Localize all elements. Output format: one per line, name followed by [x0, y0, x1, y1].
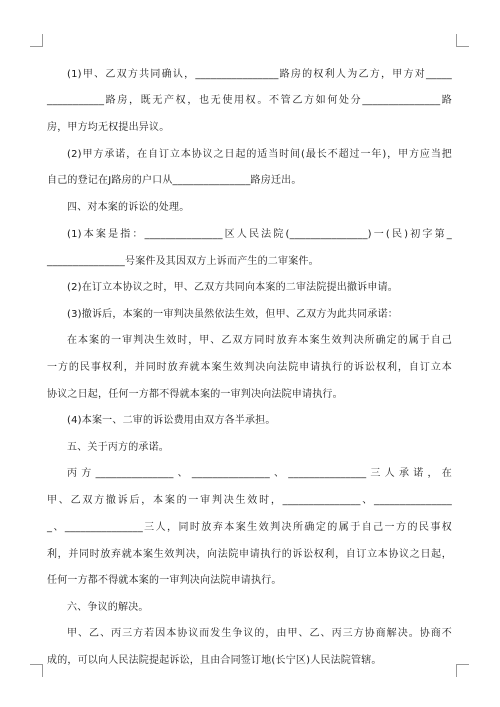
party-c-line-1: 丙方_______________、_______________、_______________三人承诺，在	[67, 468, 452, 479]
crop-mark-bottom-right	[456, 664, 469, 677]
party-c-line-4: 利，并同时放弃就本案生效判决，向法院申请执行的诉讼权利，自订立本协议之日起，	[47, 549, 452, 560]
crop-mark-top-right	[456, 34, 469, 47]
case-ref-line-2: _______________号案件及其因双方上诉而产生的二审案件。	[47, 256, 319, 267]
party-c-line-5: 任何一方都不得就本案的一审判决向法院申请执行。	[47, 575, 282, 586]
clause-1-line-1: (1)甲、乙双方共同确认，________________路房的权利人为乙方，甲方对_____	[67, 69, 452, 80]
party-c-line-3: _、_______________三人，同时放弃本案生效判决所确定的属于自己一方的民事权	[47, 522, 452, 533]
withdrawal-line: (2)在订立本协议之时，甲、乙双方共同向本案的二审法院提出撤诉申请。	[67, 282, 398, 293]
waiver-line-1: 在本案的一审判决生效时，甲、乙双方同时放弃本案生效判决所确定的属于自己	[67, 335, 452, 346]
section-6-heading: 六、争议的解决。	[67, 602, 149, 613]
after-withdrawal-line: (3)撤诉后，本案的一审判决虽然依法生效，但甲、乙双方为此共同承诺：	[67, 309, 398, 320]
waiver-line-2: 一方的民事权利，并同时放弃就本案生效判决向法院申请执行的诉讼权利，自订立本	[47, 362, 452, 373]
clause-1-line-2: ___________路房，既无产权，也无使用权。不管乙方如何处分_______________路	[47, 95, 452, 106]
dispute-line-1: 甲、乙、丙三方若因本协议而发生争议的，由甲、乙、丙三方协商解决。协商不	[67, 628, 452, 639]
clause-2-line-1: (2)甲方承诺，在自订立本协议之日起的适当时间(最长不超过一年)，甲方应当把	[67, 149, 452, 160]
party-c-line-2: 甲、乙双方撤诉后，本案的一审判决生效时，_______________、_______________	[47, 495, 452, 506]
section-5-heading: 五、关于丙方的承诺。	[67, 442, 169, 453]
crop-mark-top-left	[30, 34, 43, 47]
crop-mark-bottom-left	[30, 664, 43, 677]
waiver-line-3: 协议之日起，任何一方都不得就本案的一审判决向法院申请执行。	[47, 389, 343, 400]
cost-line: (4)本案一、二审的诉讼费用由双方各半承担。	[67, 415, 276, 426]
clause-1-line-3: 房，甲方均无权提出异议。	[47, 122, 170, 133]
section-4-heading: 四、对本案的诉讼的处理。	[67, 202, 190, 213]
case-ref-line-1: (1)本案是指：_______________区人民法院(_______________)一(民)初字第_	[67, 229, 452, 240]
dispute-line-2: 成的，可以向人民法院提起诉讼，且由合同签订地(长宁区)人民法院管辖。	[47, 655, 382, 666]
clause-2-line-2: 自己的登记在J路房的户口从_______________路房迁出。	[47, 175, 302, 186]
